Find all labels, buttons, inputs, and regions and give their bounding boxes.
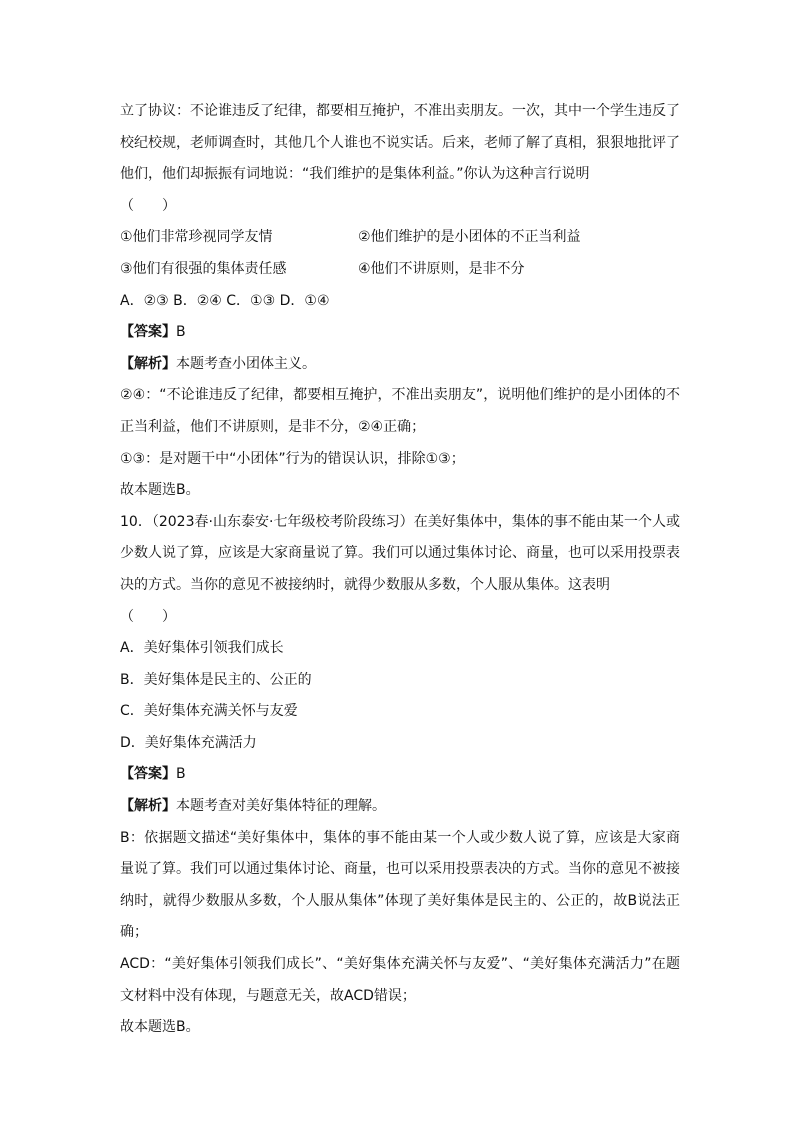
q10-answer (120, 759, 680, 791)
q9-options: A．②③ B．②④ C．①③ D．①④ (120, 292, 330, 309)
q9-analysis (120, 349, 680, 381)
q10-blank: （ ） (120, 608, 176, 625)
q10-analysis-p1: B：依据题文描述“美好集体中，集体的事不能由某一个人或少数人说了算，应该是大家商量说了算。我们可以通过集体讨论、商量，也可以采用投票表决的方式。当你的意见不被接纳时，就得少数服从多数，个人服从集体”体现了美好集体是民主的、公正的，故B说法正确； (120, 829, 680, 941)
q9-statement-3: ③他们有很强的集体责任感 (120, 260, 287, 277)
q9-blank: （ ） (120, 197, 176, 214)
q10-option-c: C．美好集体充满关怀与友爱 (120, 703, 298, 720)
q10-answer-value: B (176, 766, 186, 783)
q10-stem: 10．（2023春·山东泰安·七年级校考阶段练习）在美好集体中，集体的事不能由某一个人或少数人说了算，应该是大家商量说了算。我们可以通过集体讨论、商量，也可以采用投票表决的方式。当你的意见不被接纳时，就得少数服从多数，个人服从集体。这表明 (120, 513, 680, 593)
q10-analysis-p2: ACD：“美好集体引领我们成长”、“美好集体充满关怀与友爱”、“美好集体充满活力”在题文材料中没有体现，与题意无关，故ACD错误； (120, 956, 680, 1004)
q10-analysis (120, 791, 680, 823)
q9-statement-1: ①他们非常珍视同学友情 (120, 229, 273, 246)
q9-answer-value: B (176, 324, 186, 341)
q10-option-a: A．美好集体引领我们成长 (120, 640, 284, 657)
q10-analysis-intro: 本题考查对美好集体特征的理解。 (176, 798, 386, 815)
q9-stem: 立了协议：不论谁违反了纪律，都要相互掩护，不准出卖朋友。一次，其中一个学生违反了校纪校规，老师调查时，其他几个人谁也不说实话。后来，老师了解了真相，狠狠地批评了他们，他们却振振有词地说：“我们维护的是集体利益。”你认为这种言行说明 (120, 103, 680, 183)
q9-analysis-intro: 本题考查小团体主义。 (176, 355, 316, 372)
q9-statement-2: ②他们维护的是小团体的不正当利益 (358, 229, 581, 246)
q9-answer-label: 【答案】 (120, 324, 176, 341)
q10-conclusion: 故本题选B。 (120, 1019, 200, 1036)
q9-statement-4: ④他们不讲原则，是非不分 (358, 260, 525, 277)
q10-option-b: B．美好集体是民主的、公正的 (120, 671, 312, 688)
q9-statements-row-2 (120, 254, 680, 286)
q9-statements-row-1 (120, 222, 680, 254)
q9-analysis-label: 【解析】 (120, 355, 176, 372)
q10-option-d: D．美好集体充满活力 (120, 734, 257, 751)
q9-analysis-p1: ②④：“不论谁违反了纪律，都要相互掩护，不准出卖朋友”，说明他们维护的是小团体的不正当利益，他们不讲原则，是非不分，②④正确； (120, 387, 680, 435)
q10-analysis-label: 【解析】 (120, 798, 176, 815)
document-page (120, 96, 680, 1044)
q9-conclusion: 故本题选B。 (120, 482, 200, 499)
q9-analysis-p2: ①③：是对题干中“小团体”行为的错误认识，排除①③； (120, 450, 465, 467)
q9-answer (120, 317, 680, 349)
q10-answer-label: 【答案】 (120, 766, 176, 783)
